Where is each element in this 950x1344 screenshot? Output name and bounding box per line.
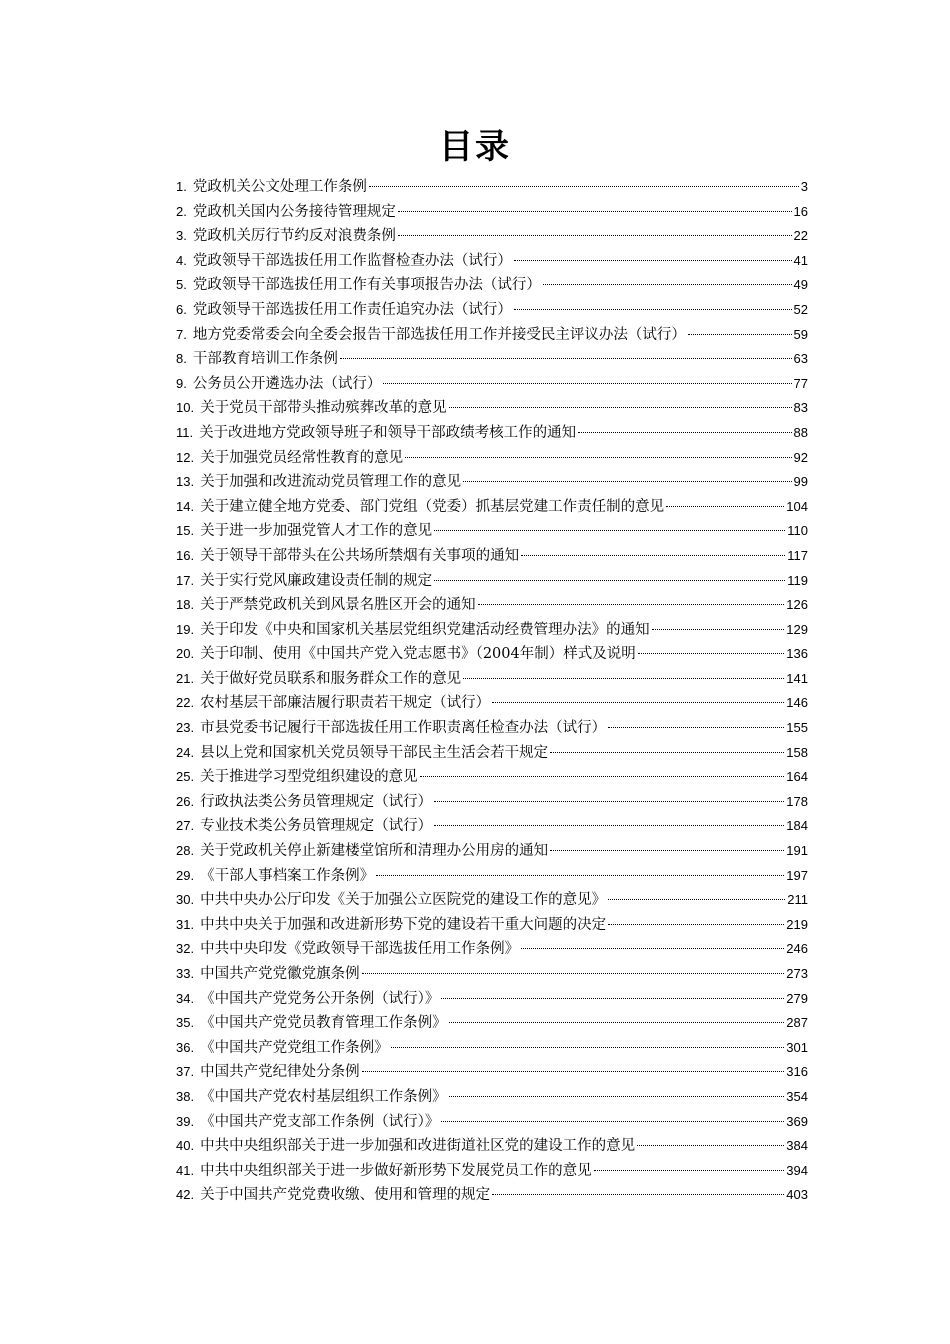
toc-entry-number: 32. bbox=[176, 941, 195, 957]
toc-entry[interactable] bbox=[176, 569, 808, 594]
toc-entry-page-number: 22 bbox=[793, 228, 808, 244]
toc-entry-number: 26. bbox=[176, 793, 195, 809]
toc-entry-page-number: 3 bbox=[800, 179, 808, 194]
toc-dot-leader bbox=[434, 580, 785, 581]
toc-entry-title[interactable]: 中共中央组织部关于进一步加强和改进街道社区党的建设工作的意见 bbox=[200, 1138, 636, 1155]
toc-dot-leader bbox=[362, 973, 785, 974]
toc-entry-title[interactable]: 中共中央组织部关于进一步做好新形势下发展党员工作的意见 bbox=[200, 1162, 592, 1179]
toc-entry-title[interactable]: 党政机关公文处理工作条例 bbox=[192, 179, 367, 195]
toc-dot-leader bbox=[405, 457, 791, 458]
toc-dot-leader bbox=[478, 604, 785, 605]
toc-entry-page-number: 301 bbox=[786, 1039, 808, 1055]
toc-dot-leader bbox=[543, 284, 792, 285]
toc-dot-leader bbox=[492, 1194, 784, 1195]
toc-title: 目录 bbox=[439, 127, 511, 167]
toc-entry-title[interactable]: 关于党员干部带头推动殡葬改革的意见 bbox=[200, 400, 447, 417]
toc-entry[interactable] bbox=[176, 913, 808, 938]
toc-entry[interactable] bbox=[176, 618, 808, 643]
toc-entry-page-number: 197 bbox=[786, 867, 808, 883]
toc-entry-page-number: 41 bbox=[793, 252, 808, 268]
toc-entry-page-number: 384 bbox=[786, 1138, 808, 1154]
toc-entry-number: 27. bbox=[176, 818, 195, 834]
toc-entry[interactable] bbox=[176, 347, 808, 372]
toc-entry-title[interactable]: 关于严禁党政机关到风景名胜区开会的通知 bbox=[200, 597, 476, 614]
toc-dot-leader bbox=[441, 998, 784, 999]
toc-entry-page-number: 83 bbox=[793, 400, 808, 416]
toc-entry-number: 25. bbox=[176, 769, 195, 785]
toc-dot-leader bbox=[492, 702, 784, 703]
toc-entry-title[interactable]: 中共中央关于加强和改进新形势下党的建设若干重大问题的决定 bbox=[200, 916, 607, 933]
toc-dot-leader bbox=[608, 924, 784, 925]
toc-entry-title[interactable]: 《中国共产党党务公开条例（试行）》 bbox=[200, 990, 440, 1007]
toc-entry-title[interactable]: 县以上党和国家机关党员领导干部民主生活会若干规定 bbox=[200, 744, 549, 761]
toc-entry-page-number: 63 bbox=[793, 351, 808, 367]
toc-entry-number: 10. bbox=[176, 400, 195, 416]
toc-entry-number: 21. bbox=[176, 670, 195, 686]
toc-entry[interactable] bbox=[176, 1085, 808, 1110]
toc-entry-title[interactable]: 关于推进学习型党组织建设的意见 bbox=[200, 769, 418, 786]
toc-entry[interactable] bbox=[176, 1183, 808, 1208]
toc-entry[interactable] bbox=[176, 1159, 808, 1184]
toc-dot-leader bbox=[550, 850, 784, 851]
toc-entry-number: 19. bbox=[176, 621, 195, 637]
toc-dot-leader bbox=[688, 334, 792, 335]
toc-entry-number: 14. bbox=[176, 498, 195, 514]
toc-entry[interactable] bbox=[176, 470, 808, 495]
toc-entry[interactable] bbox=[176, 519, 808, 544]
toc-entry-number: 35. bbox=[176, 1015, 195, 1031]
toc-entry-page-number: 158 bbox=[786, 744, 808, 760]
toc-entry-number: 42. bbox=[176, 1187, 195, 1203]
toc-entry-title[interactable]: 市县党委书记履行干部选拔任用工作职责离任检查办法（试行） bbox=[200, 720, 607, 737]
toc-entry[interactable] bbox=[176, 421, 808, 446]
toc-entry-number: 29. bbox=[176, 867, 195, 883]
toc-dot-leader bbox=[521, 948, 784, 949]
toc-entry[interactable] bbox=[176, 495, 808, 520]
toc-entry-number: 34. bbox=[176, 990, 195, 1006]
toc-entry-page-number: 117 bbox=[787, 547, 808, 563]
toc-entry[interactable] bbox=[176, 864, 808, 889]
toc-entry[interactable] bbox=[176, 790, 808, 815]
toc-entry-page-number: 129 bbox=[786, 621, 808, 637]
toc-entry-title[interactable]: 中共中央印发《党政领导干部选拔任用工作条例》 bbox=[200, 941, 520, 958]
toc-dot-leader bbox=[369, 186, 799, 187]
toc-entry[interactable] bbox=[176, 372, 808, 397]
toc-entry-title[interactable]: 行政执法类公务员管理规定（试行） bbox=[200, 793, 433, 810]
toc-dot-leader bbox=[652, 629, 785, 630]
toc-dot-leader bbox=[340, 358, 792, 359]
toc-entry[interactable] bbox=[176, 273, 808, 298]
toc-entry-number: 24. bbox=[176, 744, 195, 760]
toc-dot-leader bbox=[521, 555, 785, 556]
toc-entry[interactable] bbox=[176, 642, 808, 667]
toc-entry-page-number: 219 bbox=[786, 916, 808, 932]
toc-entry[interactable] bbox=[176, 396, 808, 421]
toc-dot-leader bbox=[608, 899, 785, 900]
toc-entry-number: 37. bbox=[176, 1064, 195, 1080]
toc-entry-number: 41. bbox=[176, 1162, 195, 1178]
toc-entry-title[interactable]: 党政机关厉行节约反对浪费条例 bbox=[192, 228, 396, 245]
toc-entry-page-number: 164 bbox=[786, 769, 808, 785]
toc-dot-leader bbox=[514, 260, 792, 261]
toc-entry-title[interactable]: 关于印制、使用《中国共产党入党志愿书》（2004年制）样式及说明 bbox=[200, 646, 636, 663]
toc-entry-page-number: 77 bbox=[793, 375, 808, 391]
toc-entry-title[interactable]: 《中国共产党党员教育管理工作条例》 bbox=[200, 1015, 447, 1032]
toc-entry[interactable] bbox=[176, 716, 808, 741]
toc-entry[interactable] bbox=[176, 1011, 808, 1036]
toc-dot-leader bbox=[638, 653, 785, 654]
toc-entry-page-number: 119 bbox=[787, 572, 808, 588]
toc-entry-page-number: 287 bbox=[786, 1015, 808, 1031]
toc-entry-number: 16. bbox=[176, 547, 195, 563]
toc-entry-title[interactable]: 地方党委常委会向全委会报告干部选拔任用工作并接受民主评议办法（试行） bbox=[192, 326, 686, 343]
toc-entry[interactable] bbox=[176, 741, 808, 766]
toc-dot-leader bbox=[420, 776, 785, 777]
toc-entry-number: 39. bbox=[176, 1113, 195, 1129]
toc-entry-page-number: 146 bbox=[786, 695, 808, 711]
toc-entry[interactable] bbox=[176, 224, 808, 249]
table-of-contents bbox=[176, 175, 808, 1208]
toc-dot-leader bbox=[449, 1096, 785, 1097]
toc-entry-title[interactable]: 干部教育培训工作条例 bbox=[192, 351, 338, 368]
toc-entry-page-number: 52 bbox=[793, 301, 808, 317]
toc-entry-title[interactable]: 关于领导干部带头在公共场所禁烟有关事项的通知 bbox=[200, 547, 520, 564]
toc-entry-title[interactable]: 《中国共产党农村基层组织工作条例》 bbox=[200, 1088, 447, 1105]
toc-entry-title[interactable]: 党政机关国内公务接待管理规定 bbox=[192, 203, 396, 220]
toc-entry-title[interactable]: 中共中央办公厅印发《关于加强公立医院党的建设工作的意见》 bbox=[200, 892, 607, 909]
toc-entry[interactable] bbox=[176, 765, 808, 790]
toc-entry-page-number: 316 bbox=[786, 1064, 808, 1080]
toc-dot-leader bbox=[376, 875, 784, 876]
toc-entry-page-number: 279 bbox=[786, 990, 808, 1006]
toc-entry-number: 4. bbox=[176, 252, 187, 268]
toc-entry-page-number: 354 bbox=[786, 1088, 808, 1104]
toc-entry-page-number: 273 bbox=[786, 966, 808, 981]
toc-entry[interactable] bbox=[176, 962, 808, 987]
toc-entry-page-number: 88 bbox=[793, 424, 808, 440]
toc-dot-leader bbox=[550, 752, 784, 753]
toc-entry-title[interactable]: 关于做好党员联系和服务群众工作的意见 bbox=[200, 670, 462, 687]
toc-entry-title[interactable]: 关于改进地方党政领导班子和领导干部政绩考核工作的通知 bbox=[199, 424, 577, 441]
toc-entry-title[interactable]: 关于印发《中央和国家机关基层党组织党建活动经费管理办法》的通知 bbox=[200, 621, 650, 638]
toc-entry[interactable] bbox=[176, 446, 808, 471]
toc-entry-title[interactable]: 公务员公开遴选办法（试行） bbox=[192, 375, 382, 392]
toc-entry-number: 2. bbox=[176, 203, 187, 219]
toc-entry[interactable] bbox=[176, 593, 808, 618]
toc-entry[interactable] bbox=[176, 298, 808, 323]
toc-entry-number: 40. bbox=[176, 1138, 195, 1154]
toc-dot-leader bbox=[391, 1047, 785, 1048]
toc-entry-number: 36. bbox=[176, 1039, 195, 1055]
toc-entry-page-number: 403 bbox=[786, 1187, 808, 1203]
toc-entry-number: 3. bbox=[176, 228, 187, 244]
toc-entry-title[interactable]: 中国共产党纪律处分条例 bbox=[200, 1064, 360, 1081]
toc-entry[interactable] bbox=[176, 667, 808, 692]
toc-entry-title[interactable]: 《中国共产党党组工作条例》 bbox=[200, 1039, 389, 1056]
toc-dot-leader bbox=[441, 1121, 784, 1122]
toc-dot-leader bbox=[449, 1022, 785, 1023]
toc-entry-number: 12. bbox=[176, 449, 195, 465]
toc-entry[interactable] bbox=[176, 544, 808, 569]
toc-dot-leader bbox=[398, 211, 792, 212]
toc-entry-page-number: 155 bbox=[786, 720, 808, 736]
toc-dot-leader bbox=[578, 432, 791, 433]
toc-entry-number: 18. bbox=[176, 597, 195, 613]
toc-entry-title[interactable]: 农村基层干部廉洁履行职责若干规定（试行） bbox=[200, 695, 491, 712]
toc-entry[interactable] bbox=[176, 175, 808, 200]
toc-entry-page-number: 136 bbox=[786, 646, 808, 662]
toc-entry-title[interactable]: 关于实行党风廉政建设责任制的规定 bbox=[200, 572, 433, 589]
toc-entry-title[interactable]: 专业技术类公务员管理规定（试行） bbox=[200, 818, 433, 835]
toc-entry-page-number: 59 bbox=[793, 326, 808, 342]
toc-entry-number: 30. bbox=[176, 892, 195, 908]
toc-dot-leader bbox=[514, 309, 792, 310]
toc-entry-title[interactable]: 中国共产党党徽党旗条例 bbox=[200, 966, 360, 982]
toc-entry-title[interactable]: 关于进一步加强党管人才工作的意见 bbox=[200, 523, 433, 540]
toc-entry-number: 38. bbox=[176, 1088, 195, 1104]
toc-entry-page-number: 104 bbox=[786, 498, 808, 514]
toc-entry-title[interactable]: 《中国共产党支部工作条例（试行）》 bbox=[200, 1113, 440, 1130]
toc-entry-page-number: 178 bbox=[786, 793, 808, 809]
toc-entry-page-number: 141 bbox=[786, 670, 808, 686]
toc-entry[interactable] bbox=[176, 200, 808, 225]
toc-entry-title[interactable]: 党政领导干部选拔任用工作监督检查办法（试行） bbox=[192, 252, 512, 269]
toc-dot-leader bbox=[463, 678, 784, 679]
toc-entry-page-number: 16 bbox=[793, 203, 808, 219]
toc-entry-page-number: 369 bbox=[786, 1113, 808, 1129]
toc-entry-title[interactable]: 党政领导干部选拔任用工作责任追究办法（试行） bbox=[192, 301, 512, 318]
toc-entry-number: 13. bbox=[176, 474, 195, 490]
toc-entry-page-number: 394 bbox=[786, 1162, 808, 1178]
toc-entry[interactable] bbox=[176, 987, 808, 1012]
toc-dot-leader bbox=[434, 801, 784, 802]
toc-entry-number: 8. bbox=[176, 351, 187, 367]
toc-entry-page-number: 184 bbox=[786, 818, 808, 834]
toc-entry[interactable] bbox=[176, 1036, 808, 1061]
toc-dot-leader bbox=[434, 825, 784, 826]
toc-entry-title[interactable]: 关于建立健全地方党委、部门党组（党委）抓基层党建工作责任制的意见 bbox=[200, 498, 665, 515]
toc-entry-title[interactable]: 党政领导干部选拔任用工作有关事项报告办法（试行） bbox=[192, 277, 541, 294]
toc-entry[interactable] bbox=[176, 839, 808, 864]
toc-dot-leader bbox=[383, 383, 791, 384]
toc-entry-title[interactable]: 关于加强党员经常性教育的意见 bbox=[200, 449, 404, 466]
toc-entry-page-number: 110 bbox=[787, 523, 808, 539]
toc-entry-number: 17. bbox=[176, 572, 195, 588]
toc-entry-number: 5. bbox=[176, 277, 187, 293]
toc-entry[interactable] bbox=[176, 1110, 808, 1135]
toc-entry[interactable] bbox=[176, 1134, 808, 1159]
toc-entry-title[interactable]: 关于加强和改进流动党员管理工作的意见 bbox=[200, 474, 462, 491]
toc-entry[interactable] bbox=[176, 814, 808, 839]
toc-entry-number: 15. bbox=[176, 523, 195, 539]
toc-entry-page-number: 191 bbox=[786, 843, 808, 859]
toc-entry-number: 1. bbox=[176, 179, 187, 194]
toc-entry-number: 20. bbox=[176, 646, 195, 662]
toc-dot-leader bbox=[398, 235, 792, 236]
toc-dot-leader bbox=[362, 1071, 785, 1072]
toc-entry[interactable] bbox=[176, 888, 808, 913]
toc-entry-page-number: 92 bbox=[793, 449, 808, 465]
toc-dot-leader bbox=[666, 506, 784, 507]
toc-entry[interactable] bbox=[176, 249, 808, 274]
toc-entry-page-number: 246 bbox=[786, 941, 808, 957]
toc-entry-title[interactable]: 关于中国共产党党费收缴、使用和管理的规定 bbox=[200, 1187, 491, 1204]
toc-entry-page-number: 211 bbox=[787, 892, 808, 908]
toc-entry[interactable] bbox=[176, 323, 808, 348]
toc-dot-leader bbox=[594, 1170, 785, 1171]
toc-dot-leader bbox=[608, 727, 784, 728]
toc-dot-leader bbox=[463, 481, 791, 482]
toc-entry-title[interactable]: 关于党政机关停止新建楼堂馆所和清理办公用房的通知 bbox=[200, 843, 549, 860]
toc-entry-page-number: 99 bbox=[793, 474, 808, 490]
toc-entry-page-number: 49 bbox=[793, 277, 808, 293]
toc-entry-number: 6. bbox=[176, 301, 187, 317]
toc-entry-number: 11. bbox=[176, 424, 194, 440]
toc-entry-number: 7. bbox=[176, 326, 187, 342]
toc-entry-number: 33. bbox=[176, 966, 195, 981]
toc-entry-title[interactable]: 《干部人事档案工作条例》 bbox=[200, 867, 375, 884]
toc-dot-leader bbox=[434, 530, 785, 531]
toc-entry-number: 22. bbox=[176, 695, 195, 711]
toc-entry-number: 31. bbox=[176, 916, 195, 932]
toc-entry-number: 28. bbox=[176, 843, 195, 859]
toc-entry-page-number: 126 bbox=[786, 597, 808, 613]
toc-entry-number: 23. bbox=[176, 720, 195, 736]
toc-entry[interactable] bbox=[176, 691, 808, 716]
toc-entry-number: 9. bbox=[176, 375, 187, 391]
toc-entry[interactable] bbox=[176, 1060, 808, 1085]
toc-dot-leader bbox=[637, 1145, 784, 1146]
toc-dot-leader bbox=[449, 407, 792, 408]
toc-entry[interactable] bbox=[176, 937, 808, 962]
